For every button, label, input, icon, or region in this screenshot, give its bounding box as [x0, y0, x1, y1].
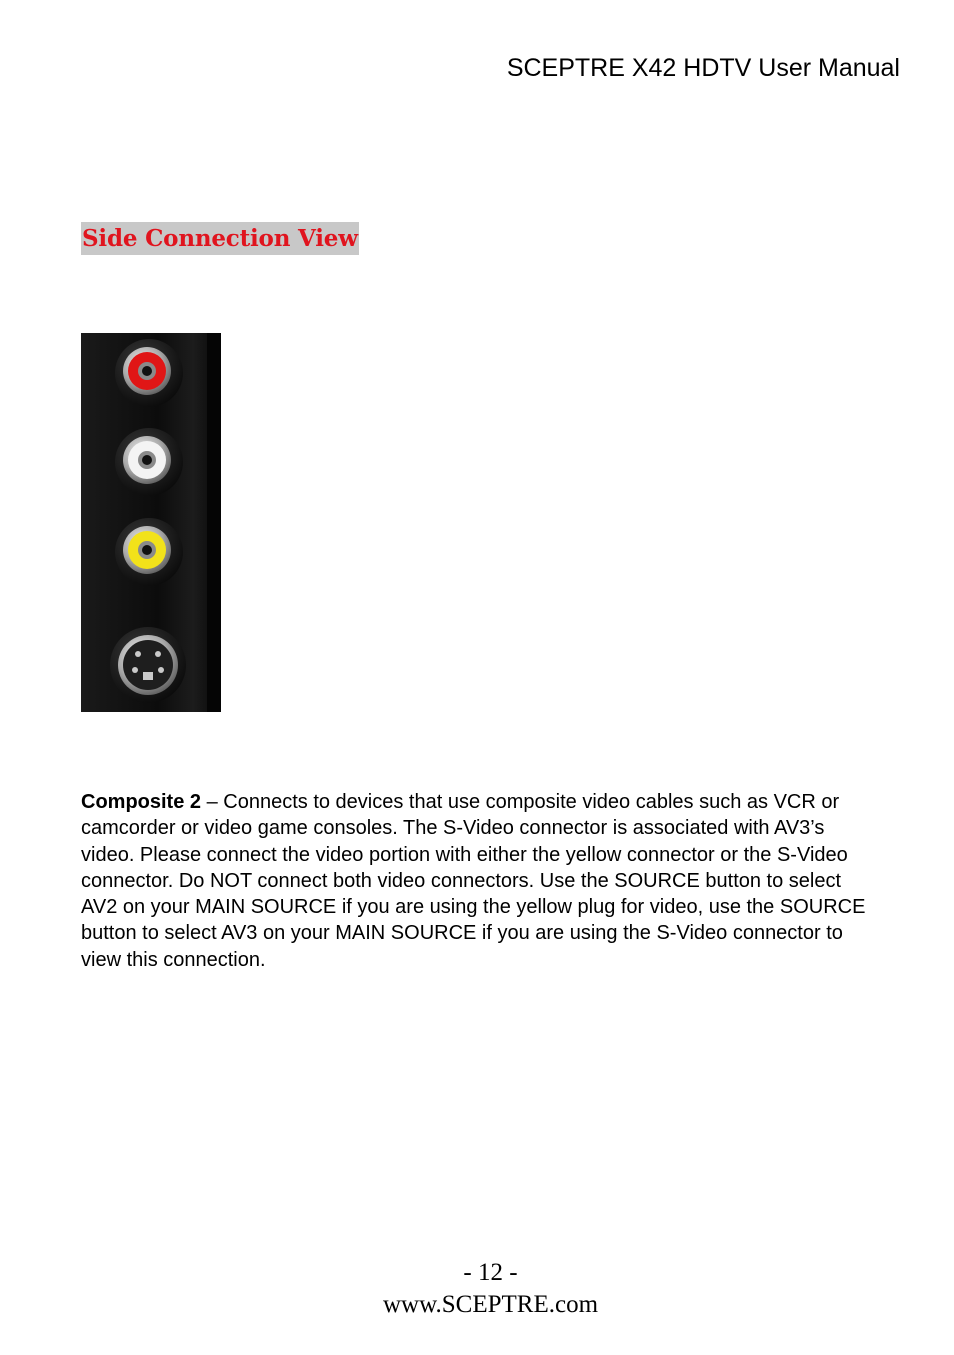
- composite-2-description: [81, 789, 881, 973]
- page-footer: [0, 1257, 954, 1321]
- yellow-rca-jack: [115, 518, 183, 586]
- composite-2-term: Composite 2: [81, 791, 202, 813]
- panel-edge: [207, 333, 221, 712]
- white-rca-jack: [115, 428, 183, 496]
- s-video-port: [110, 627, 186, 703]
- page-number: - 12 -: [463, 1259, 518, 1286]
- red-rca-jack: [115, 339, 183, 407]
- footer-website: www.SCEPTRE.com: [382, 1291, 599, 1318]
- s-video-jack: [123, 640, 173, 690]
- side-connector-photo: [81, 333, 221, 712]
- section-heading: Side Connection View: [81, 222, 359, 255]
- manual-title: SCEPTRE X42 HDTV User Manual: [506, 54, 900, 82]
- composite-2-text: – Connects to devices that use composite video cables such as VCR or camcorder or video game consoles. The S-Video connector is associated with AV3’s video. Please connect the video portion with either the yellow connector or the S-Video connector. Do NOT connect both video connectors. Use the SOURCE button to select AV2 on your MAIN SOURCE if you are using the yellow plug for video, use the SOURCE button to select AV3 on your MAIN SOURCE if you are using the S-Video connector to view this connection.: [81, 791, 866, 971]
